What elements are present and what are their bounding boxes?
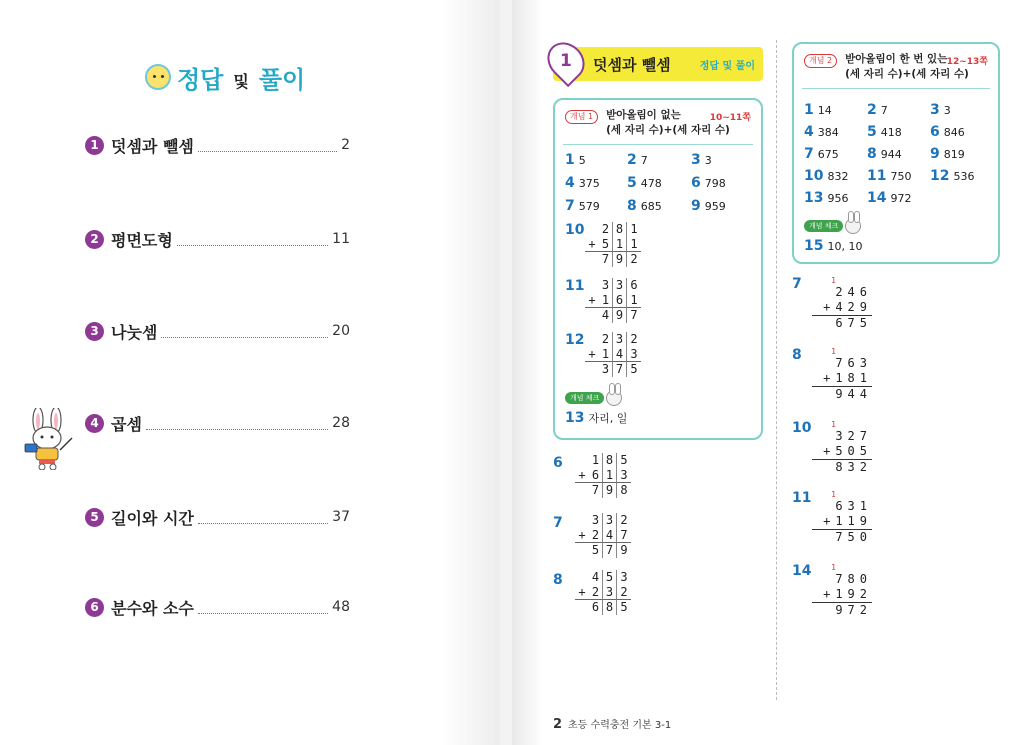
chapter-banner [553,47,763,81]
toc-item-5[interactable] [85,505,350,529]
box-title-line2: (세 자리 수)+(세 자리 수) [845,68,969,80]
concept-check-pill: 개념 체크 [565,392,604,404]
question-number: 10 [792,420,812,436]
toc-label: 덧셈과 뺄셈 [111,136,194,156]
question-number: 8 [553,572,563,588]
bunny-icon [845,218,861,234]
addition-grid: 2 3 2 + 1 4 3 3 7 5 [585,332,641,377]
addend-2: +429 [812,300,872,316]
question-number: 11 [792,490,812,506]
concept-check [565,390,622,406]
leader-dots [198,139,337,152]
chapter-number: 1 [560,51,572,71]
addition-grid: 4 5 3 + 2 3 2 6 8 5 [575,570,631,615]
question-number: 12 [565,332,585,348]
answer-item: 1 5 [565,152,586,168]
column-divider [776,40,777,700]
answer-item: 11 750 [867,168,912,184]
chapter-number-badge: 1 [85,136,104,155]
chapter-number-badge: 4 [85,414,104,433]
chapter-title: 덧셈과 뺄셈 [593,55,671,74]
toc-page-number: 37 [332,509,350,525]
answer-item: 2 7 [867,102,888,118]
toc-label: 길이와 시간 [111,508,194,528]
toc-title [145,62,305,92]
answer-item: 7 579 [565,198,600,214]
chapter-number-badge: 3 [85,322,104,341]
answer-item: 6 798 [691,175,726,191]
carry-digit: 1 [831,347,836,356]
box-rule [802,88,990,89]
question-number: 7 [792,276,802,292]
question-number: 8 [792,347,802,363]
question-number: 10 [565,222,585,238]
box-rule [563,144,753,145]
toc-label: 분수와 소수 [111,598,194,618]
leader-dots [198,601,328,614]
toc-label: 곱셈 [111,414,142,434]
concept-box-2 [792,42,1000,264]
vertical-addition [812,276,872,331]
sun-mascot-icon [145,64,171,90]
leader-dots [146,417,328,430]
addend-2: +181 [812,371,872,387]
question-number: 7 [553,515,563,531]
toc-page-number: 48 [332,599,350,615]
toc-item-2[interactable] [85,227,350,251]
toc-item-4[interactable] [85,411,350,435]
answer-item: 3 3 [691,152,712,168]
answer-item: 7 675 [804,146,839,162]
toc-page-number: 20 [332,323,350,339]
leader-dots [161,325,328,338]
addition-grid: 1 8 5 + 6 1 3 7 9 8 [575,453,631,498]
question-number: 6 [553,455,563,471]
answer-item: 8 944 [867,146,902,162]
title-answer: 정답 [177,65,224,94]
page-number: 2 [553,717,563,732]
toc-item-3[interactable] [85,319,350,343]
answer-item: 13 956 [804,190,849,206]
addend-2: +119 [812,514,872,530]
vertical-addition [812,420,872,475]
box-title-line1: 받아올림이 없는 [606,109,681,121]
chapter-subtitle: 정답 및 풀이 [699,60,755,72]
box-pages: 12~13쪽 [946,57,988,67]
concept-check [804,218,861,234]
carry-digit: 1 [831,420,836,429]
box-title-line1: 받아올림이 한 번 있는 [845,53,948,65]
sum: 944 [835,387,872,401]
bunny-icon [606,390,622,406]
answer-item: 5 418 [867,124,902,140]
answer-item: 12 536 [930,168,975,184]
sum: 972 [835,603,872,617]
concept-tag: 개념 2 [804,54,837,68]
vertical-addition [812,490,872,545]
sum: 675 [835,316,872,330]
carry-digit: 1 [831,563,836,572]
book-title: 초등 수력충전 기본 3-1 [568,720,672,731]
chapter-number-badge: 6 [85,598,104,617]
answer-item: 2 7 [627,152,648,168]
addend-2: +192 [812,587,872,603]
chapter-number-badge: 5 [85,508,104,527]
answer-item: 6 846 [930,124,965,140]
toc-page-number: 2 [341,137,350,153]
question-number: 11 [565,278,585,294]
addend-1: 327 [835,429,872,443]
leader-dots [198,511,328,524]
toc-item-6[interactable] [85,595,350,619]
answer-item: 4 384 [804,124,839,140]
concept-box-1 [553,98,763,440]
addend-1: 780 [835,572,872,586]
addition-grid: 2 8 1 + 5 1 1 7 9 2 [585,222,641,267]
addend-1: 763 [835,356,872,370]
answer-item: 14 972 [867,190,912,206]
answer-item: 9 819 [930,146,965,162]
addition-grid: 3 3 2 + 2 4 7 5 7 9 [575,513,631,558]
addend-1: 631 [835,499,872,513]
answer-item: 1 14 [804,102,832,118]
toc-item-1[interactable] [85,133,350,157]
answer-item: 8 685 [627,198,662,214]
box-title-line2: (세 자리 수)+(세 자리 수) [606,124,730,136]
answer-item: 13 자리, 일 [565,410,628,426]
carry-digit: 1 [831,490,836,499]
toc-label: 평면도형 [111,230,173,250]
answer-item: 9 959 [691,198,726,214]
addend-1: 246 [835,285,872,299]
answer-item: 3 3 [930,102,951,118]
answer-item: 5 478 [627,175,662,191]
addition-grid: 3 3 6 + 1 6 1 4 9 7 [585,278,641,323]
concept-check-pill: 개념 체크 [804,220,843,232]
vertical-addition [812,563,872,618]
title-and: 및 [233,71,249,91]
toc-page-number: 11 [332,231,350,247]
toc-page [0,0,500,745]
concept-tag: 개념 1 [565,110,598,124]
sum: 832 [835,460,872,474]
chapter-number-badge: 2 [85,230,104,249]
addend-2: +505 [812,444,872,460]
vertical-addition [812,347,872,402]
leader-dots [177,233,328,246]
rabbit-mascot-icon [20,408,80,470]
toc-page-number: 28 [332,415,350,431]
answer-item: 4 375 [565,175,600,191]
answer-item: 15 10, 10 [804,238,863,254]
sum: 750 [835,530,872,544]
question-number: 14 [792,563,812,579]
page-footer [553,716,671,732]
toc-label: 나눗셈 [111,322,158,342]
answer-item: 10 832 [804,168,849,184]
box-pages: 10~11쪽 [709,113,751,123]
carry-digit: 1 [831,276,836,285]
title-solution: 풀이 [258,65,306,94]
